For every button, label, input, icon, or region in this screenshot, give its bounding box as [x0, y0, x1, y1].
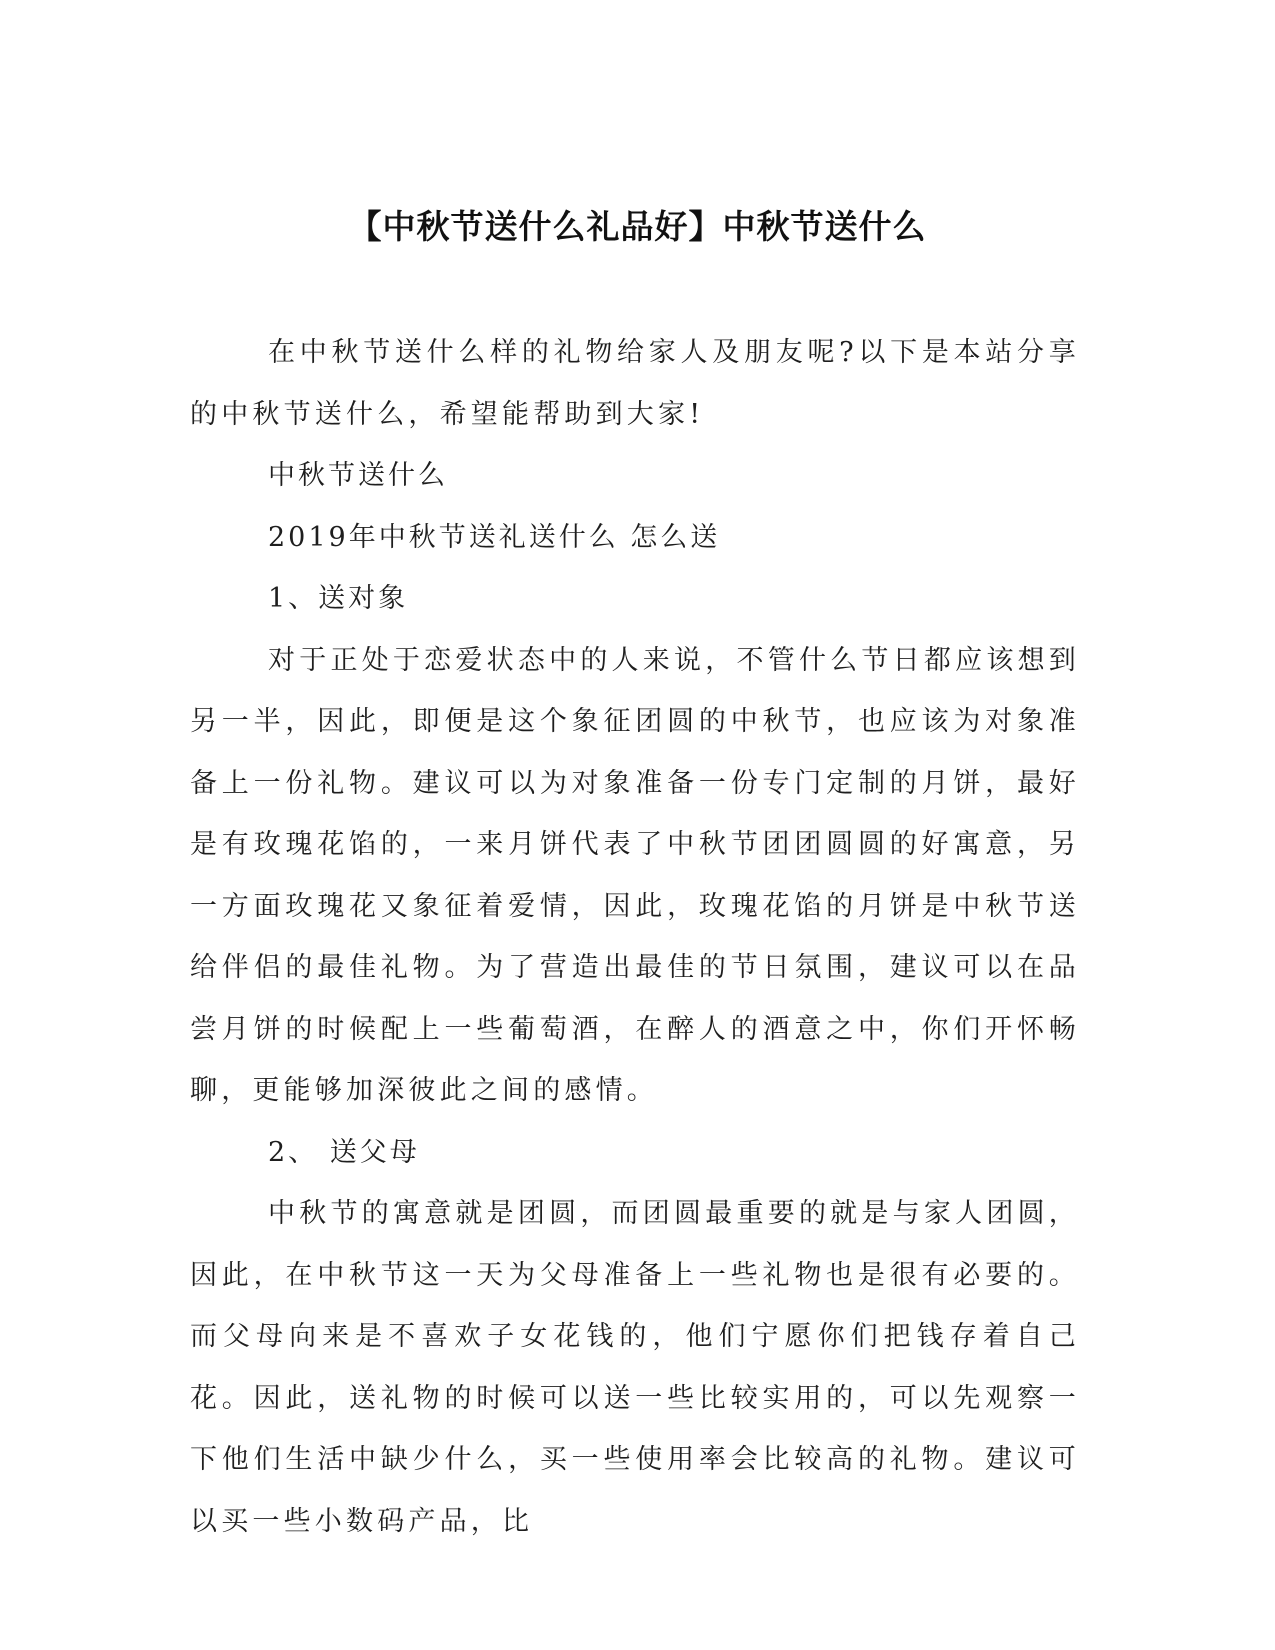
section-heading-gifts: 中秋节送什么	[268, 460, 448, 491]
intro-paragraph: 在中秋节送什么样的礼物给家人及朋友呢?以下是本站分享的中秋节送什么，希望能帮助到大家!	[190, 337, 1080, 430]
document-title: 【中秋节送什么礼品好】中秋节送什么	[348, 207, 927, 246]
section-heading-parents: 2、 送父母	[268, 1136, 420, 1168]
section-heading-partner: 1、送对象	[268, 583, 409, 614]
document-body	[190, 322, 1080, 1552]
section-heading-2019: 2019年中秋节送礼送什么 怎么送	[268, 521, 721, 553]
partner-paragraph: 对于正处于恋爱状态中的人来说，不管什么节日都应该想到另一半，因此，即便是这个象征团圆的中秋节，也应该为对象准备上一份礼物。建议可以为对象准备一份专门定制的月饼，最好是有玫瑰花馅的，一来月饼代表了中秋节团团圆圆的好寓意，另一方面玫瑰花又象征着爱情，因此，玫瑰花馅的月饼是中秋节送给伴侣的最佳礼物。为了营造出最佳的节日氛围，建议可以在品尝月饼的时候配上一些葡萄酒，在醉人的酒意之中，你们开怀畅聊，更能够加深彼此之间的感情。	[190, 644, 1080, 1106]
parents-paragraph: 中秋节的寓意就是团圆，而团圆最重要的就是与家人团圆，因此，在中秋节这一天为父母准备上一些礼物也是很有必要的。而父母向来是不喜欢子女花钱的，他们宁愿你们把钱存着自己花。因此，送礼物的时候可以送一些比较实用的，可以先观察一下他们生活中缺少什么，买一些使用率会比较高的礼物。建议可以买一些小数码产品，比	[190, 1198, 1080, 1537]
